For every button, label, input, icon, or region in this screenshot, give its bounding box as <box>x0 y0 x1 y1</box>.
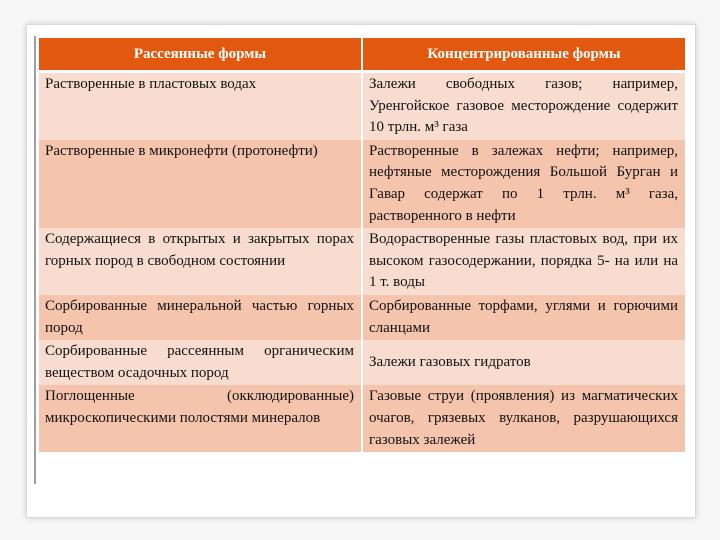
cell-concentrated: Растворенные в залежах нефти; например, нефтяные месторождения Большой Бурган и Гавар содержат по 1 трлн. м³ газа, растворенного в нефти <box>362 140 685 228</box>
cell-dispersed: Содержащиеся в открытых и закрытых порах горных пород в свободном состоянии <box>39 228 362 295</box>
table-row <box>39 385 685 452</box>
table-header-row <box>39 38 685 72</box>
table-row <box>39 228 685 295</box>
cell-concentrated: Залежи свободных газов; например, Уренгойское газовое месторождение содержит 10 трлн. м³ газа <box>362 72 685 140</box>
cell-dispersed: Сорбированные минеральной частью горных пород <box>39 295 362 340</box>
table-container <box>39 38 685 484</box>
cell-dispersed: Растворенные в пластовых водах <box>39 72 362 140</box>
cell-concentrated: Сорбированные торфами, углями и горючими сланцами <box>362 295 685 340</box>
table-row <box>39 72 685 140</box>
table-row <box>39 140 685 228</box>
left-accent-line <box>34 36 36 484</box>
cell-concentrated: Газовые струи (проявления) из магматических очагов, грязевых вулканов, разрушающихся газовых залежей <box>362 385 685 452</box>
header-dispersed-forms: Рассеянные формы <box>39 38 362 72</box>
table-row <box>39 295 685 340</box>
cell-dispersed: Растворенные в микронефти (протонефти) <box>39 140 362 228</box>
cell-dispersed: Поглощенные (окклюдированные) микроскопическими полостями минералов <box>39 385 362 452</box>
cell-concentrated: Залежи газовых гидратов <box>362 340 685 385</box>
gas-forms-table <box>39 38 685 452</box>
cell-concentrated: Водорастворенные газы пластовых вод, при их высоком газосодержании, порядка 5- на или на 1 т. воды <box>362 228 685 295</box>
table-row <box>39 340 685 385</box>
cell-dispersed: Сорбированные рассеянным органическим веществом осадочных пород <box>39 340 362 385</box>
header-concentrated-forms: Концентрированные формы <box>362 38 685 72</box>
